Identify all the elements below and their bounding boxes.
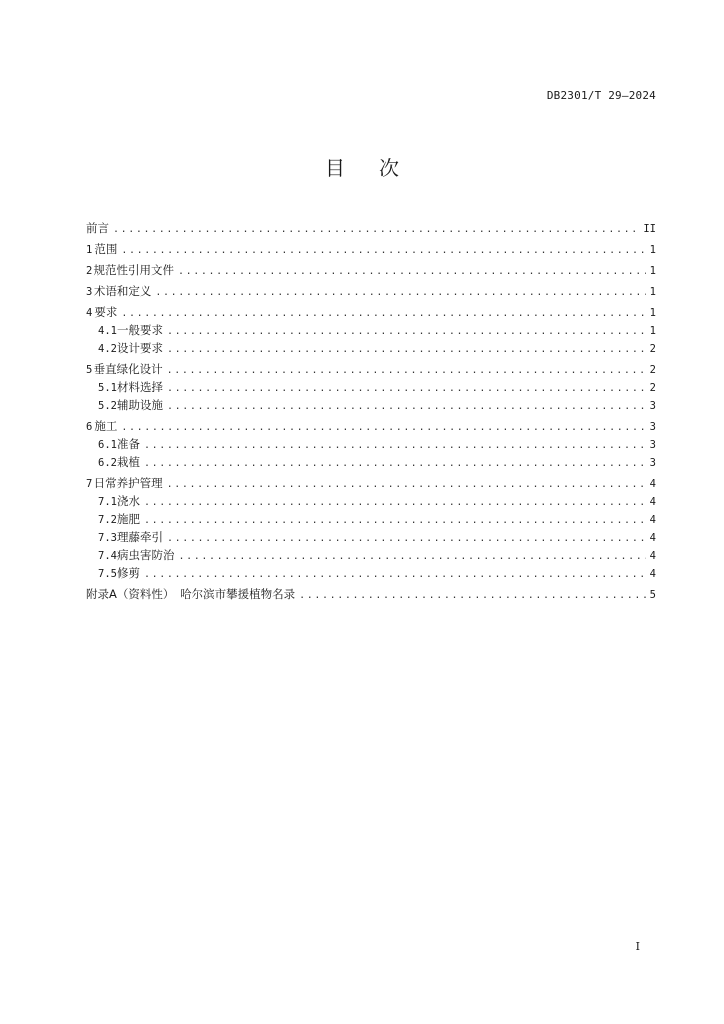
toc-entry-number: 5 bbox=[86, 364, 93, 376]
toc-section-entry[interactable] bbox=[86, 282, 656, 300]
toc-dot-leader bbox=[155, 284, 645, 302]
toc-entry-page: 1 bbox=[649, 265, 656, 277]
toc-entry-page: 1 bbox=[649, 307, 656, 319]
toc-entry-page: II bbox=[643, 223, 656, 235]
title-char-1: 目 bbox=[325, 156, 345, 180]
toc-entry-number: 2 bbox=[86, 265, 93, 277]
toc-dot-leader bbox=[167, 380, 646, 398]
toc-dot-leader bbox=[121, 242, 645, 260]
table-of-contents bbox=[86, 219, 656, 603]
toc-entry-number: 4.2 bbox=[98, 343, 117, 355]
toc-subsection-entry[interactable] bbox=[86, 435, 656, 453]
toc-entry-number: 7.2 bbox=[98, 514, 117, 526]
toc-entry-number: 6.1 bbox=[98, 439, 117, 451]
toc-entry-title: 材料选择 bbox=[116, 380, 163, 394]
toc-subsection-entry[interactable] bbox=[86, 321, 656, 339]
toc-dot-leader bbox=[167, 530, 646, 548]
toc-dot-leader bbox=[144, 437, 646, 455]
toc-entry-title: 日常养护管理 bbox=[93, 476, 163, 490]
toc-entry-title: 栽植 bbox=[116, 455, 140, 469]
toc-entry-page: 4 bbox=[649, 532, 656, 544]
toc-subsection-entry[interactable] bbox=[86, 528, 656, 546]
toc-dot-leader bbox=[299, 587, 646, 605]
toc-section-entry[interactable] bbox=[86, 585, 656, 603]
toc-entry-page: 3 bbox=[649, 421, 656, 433]
toc-entry-title: 一般要求 bbox=[116, 323, 163, 337]
toc-dot-leader bbox=[144, 566, 646, 584]
toc-entry-title: 理藤牵引 bbox=[116, 530, 163, 544]
toc-entry-page: 4 bbox=[649, 550, 656, 562]
toc-entry-title: 施工 bbox=[94, 419, 118, 433]
toc-entry-page: 3 bbox=[649, 400, 656, 412]
toc-entry-title: 要求 bbox=[94, 305, 118, 319]
page-title bbox=[0, 152, 724, 181]
toc-entry-title: 垂直绿化设计 bbox=[93, 362, 163, 376]
toc-entry-page: 3 bbox=[649, 457, 656, 469]
toc-dot-leader bbox=[167, 341, 646, 359]
toc-entry-page: 1 bbox=[649, 244, 656, 256]
toc-section-entry[interactable] bbox=[86, 303, 656, 321]
toc-entry-number: 1 bbox=[86, 244, 93, 256]
toc-entry-title: 设计要求 bbox=[116, 341, 163, 355]
toc-subsection-entry[interactable] bbox=[86, 564, 656, 582]
toc-section-entry[interactable] bbox=[86, 360, 656, 378]
toc-entry-number: 6.2 bbox=[98, 457, 117, 469]
page-number: I bbox=[635, 940, 640, 953]
toc-dot-leader bbox=[144, 512, 646, 530]
toc-dot-leader bbox=[113, 221, 639, 239]
toc-entry-title: 前言 bbox=[86, 221, 109, 235]
toc-entry-number: 6 bbox=[86, 421, 93, 433]
toc-entry-title: 准备 bbox=[116, 437, 140, 451]
toc-dot-leader bbox=[121, 305, 645, 323]
toc-entry-page: 3 bbox=[649, 439, 656, 451]
toc-dot-leader bbox=[167, 398, 646, 416]
toc-section-entry[interactable] bbox=[86, 261, 656, 279]
toc-entry-page: 4 bbox=[649, 514, 656, 526]
title-char-2: 次 bbox=[379, 156, 399, 180]
toc-entry-title: 辅助设施 bbox=[116, 398, 163, 412]
toc-dot-leader bbox=[178, 263, 646, 281]
toc-entry-page: 4 bbox=[649, 496, 656, 508]
toc-dot-leader bbox=[178, 548, 645, 566]
toc-entry-title: 范围 bbox=[94, 242, 118, 256]
toc-entry-page: 4 bbox=[649, 478, 656, 490]
toc-entry-page: 1 bbox=[649, 325, 656, 337]
toc-dot-leader bbox=[144, 494, 646, 512]
toc-subsection-entry[interactable] bbox=[86, 339, 656, 357]
toc-entry-number: 7.5 bbox=[98, 568, 117, 580]
toc-subsection-entry[interactable] bbox=[86, 453, 656, 471]
toc-entry-number: 7.1 bbox=[98, 496, 117, 508]
toc-dot-leader bbox=[144, 455, 646, 473]
toc-entry-page: 5 bbox=[649, 589, 656, 601]
toc-entry-page: 4 bbox=[649, 568, 656, 580]
toc-section-entry[interactable] bbox=[86, 219, 656, 237]
toc-section-entry[interactable] bbox=[86, 474, 656, 492]
toc-subsection-entry[interactable] bbox=[86, 378, 656, 396]
toc-subsection-entry[interactable] bbox=[86, 510, 656, 528]
toc-entry-title: 规范性引用文件 bbox=[93, 263, 174, 277]
toc-entry-number: 4.1 bbox=[98, 325, 117, 337]
toc-subsection-entry[interactable] bbox=[86, 492, 656, 510]
toc-entry-page: 2 bbox=[649, 364, 656, 376]
toc-dot-leader bbox=[167, 323, 646, 341]
toc-entry-title: 术语和定义 bbox=[93, 284, 152, 298]
toc-section-entry[interactable] bbox=[86, 417, 656, 435]
toc-entry-number: 7 bbox=[86, 478, 93, 490]
toc-entry-title: 病虫害防治 bbox=[116, 548, 175, 562]
toc-entry-number: 5.1 bbox=[98, 382, 117, 394]
toc-entry-number: 4 bbox=[86, 307, 93, 319]
toc-entry-number: 7.3 bbox=[98, 532, 117, 544]
toc-entry-page: 2 bbox=[649, 382, 656, 394]
document-code: DB2301/T 29—2024 bbox=[546, 89, 656, 102]
toc-entry-number: 3 bbox=[86, 286, 93, 298]
toc-entry-title: 浇水 bbox=[116, 494, 140, 508]
toc-entry-title: 修剪 bbox=[116, 566, 140, 580]
toc-entry-page: 2 bbox=[649, 343, 656, 355]
toc-entry-title: 附录A（资料性） 哈尔滨市攀援植物名录 bbox=[86, 587, 296, 601]
toc-dot-leader bbox=[167, 476, 646, 494]
toc-entry-number: 7.4 bbox=[98, 550, 117, 562]
toc-subsection-entry[interactable] bbox=[86, 396, 656, 414]
toc-section-entry[interactable] bbox=[86, 240, 656, 258]
toc-dot-leader bbox=[121, 419, 645, 437]
toc-dot-leader bbox=[167, 362, 646, 380]
toc-entry-page: 1 bbox=[649, 286, 656, 298]
toc-entry-title: 施肥 bbox=[116, 512, 140, 526]
toc-entry-number: 5.2 bbox=[98, 400, 117, 412]
toc-subsection-entry[interactable] bbox=[86, 546, 656, 564]
